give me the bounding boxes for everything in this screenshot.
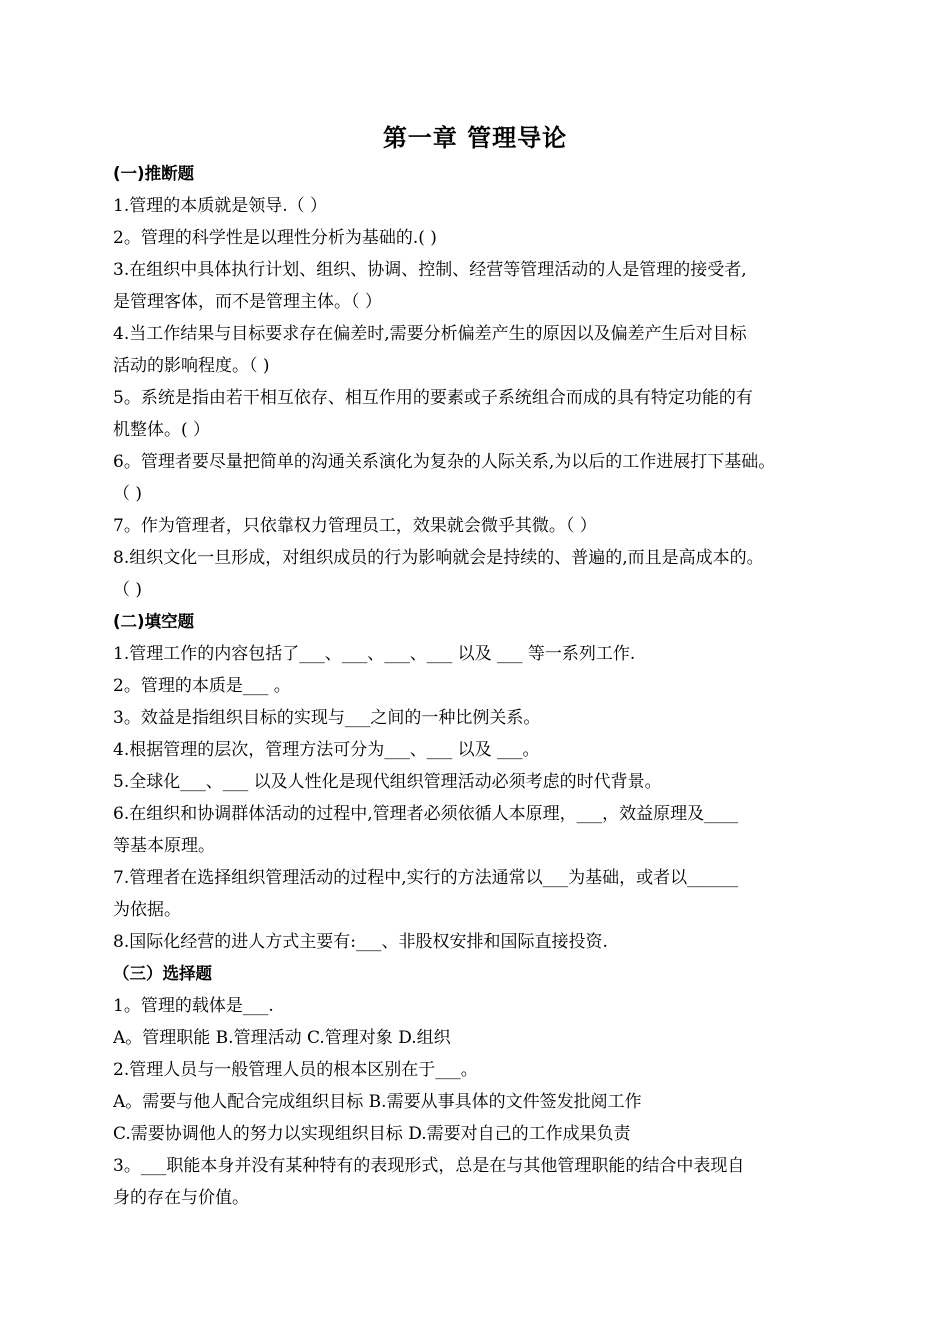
text-line: 机整体。( ） (113, 420, 211, 440)
text-line: A。需要与他人配合完成组织目标 B.需要从事具体的文件签发批阅工作 (113, 1092, 642, 1112)
text-line: 是管理客体，而不是管理主体。（ ） (113, 292, 382, 312)
text-line: 2。管理的本质是___ 。 (113, 676, 291, 696)
text-line: 3。___职能本身并没有某种特有的表现形式，总是在与其他管理职能的结合中表现自 (113, 1156, 745, 1176)
text-line: （ ) (113, 580, 143, 600)
text-line: 3。效益是指组织目标的实现与___之间的一种比例关系。 (113, 708, 541, 728)
section-heading: （三）选择题 (113, 964, 212, 983)
text-line: 1.管理工作的内容包括了___、___、___、___ 以及 ___ 等一系列工作. (113, 644, 636, 664)
text-line: 8.组织文化一旦形成，对组织成员的行为影响就会是持续的、普遍的,而且是高成本的。 (113, 548, 764, 568)
text-line: （ ) (113, 484, 143, 504)
text-line: 4.根据管理的层次，管理方法可分为___、___ 以及 ___。 (113, 740, 540, 760)
text-line: 8.国际化经营的进人方式主要有:___、非股权安排和国际直接投资. (113, 932, 608, 952)
text-line: 2.管理人员与一般管理人员的根本区别在于___。 (113, 1060, 478, 1080)
text-line: 2。管理的科学性是以理性分析为基础的.( ) (113, 228, 437, 248)
text-line: 1.管理的本质就是领导.（ ） (113, 196, 328, 216)
section-heading: (一)推断题 (113, 164, 195, 183)
section-heading: (二)填空题 (113, 612, 195, 631)
text-line: 3.在组织中具体执行计划、组织、协调、控制、经营等管理活动的人是管理的接受者, (113, 260, 747, 280)
text-line: 身的存在与价值。 (113, 1188, 249, 1208)
text-line: 5。系统是指由若干相互依存、相互作用的要素或子系统组合而成的具有特定功能的有 (113, 388, 753, 408)
document-body (113, 158, 853, 1214)
text-line: 5.全球化___、___ 以及人性化是现代组织管理活动必须考虑的时代背景。 (113, 772, 662, 792)
chapter-title: 第一章 管理导论 (382, 124, 568, 152)
text-line: 等基本原理。 (113, 836, 215, 856)
text-line: C.需要协调他人的努力以实现组织目标 D.需要对自己的工作成果负责 (113, 1124, 631, 1144)
text-line: 活动的影响程度。（ ) (113, 356, 270, 376)
text-line: 1。管理的载体是___. (113, 996, 274, 1016)
text-line: 为依据。 (113, 900, 181, 920)
text-line: 7。作为管理者，只依靠权力管理员工，效果就会微乎其微。（ ） (113, 516, 597, 536)
text-line: 6。管理者要尽量把简单的沟通关系演化为复杂的人际关系,为以后的工作进展打下基础。 (113, 452, 776, 472)
text-line: 4.当工作结果与目标要求存在偏差时,需要分析偏差产生的原因以及偏差产生后对目标 (113, 324, 747, 344)
text-line: A。管理职能 B.管理活动 C.管理对象 D.组织 (113, 1028, 451, 1048)
text-line: 7.管理者在选择组织管理活动的过程中,实行的方法通常以___为基础，或者以______ (113, 868, 739, 888)
text-line: 6.在组织和协调群体活动的过程中,管理者必须依循人本原理，___，效益原理及____ (113, 804, 739, 824)
